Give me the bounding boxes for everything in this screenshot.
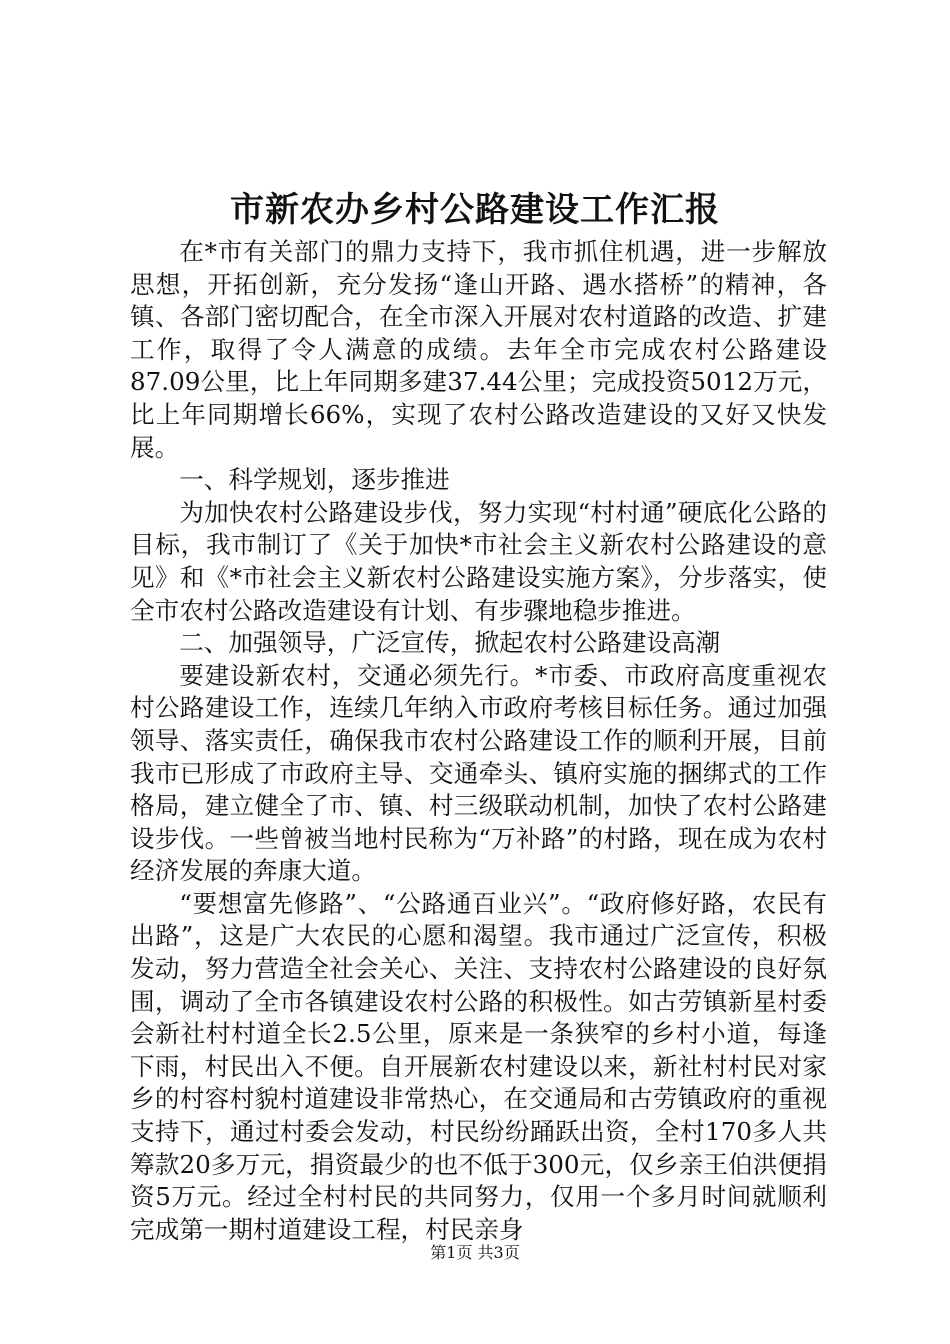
paragraph-leadership: 要建设新农村，交通必须先行。*市委、市政府高度重视农村公路建设工作，连续几年纳入市政府考核目标任务。通过加强领导、落实责任，确保我市农村公路建设工作的顺利开展，目前我市已形成了市政府主导、交通牵头、镇府实施的捆绑式的工作格局，建立健全了市、镇、村三级联动机制，加快了农村公路建设步伐。一些曾被当地村民称为“万补路”的村路，现在成为农村经济发展的奔康大道。: [130, 660, 827, 886]
paragraph-planning: 为加快农村公路建设步伐，努力实现“村村通”硬底化公路的目标，我市制订了《关于加快*市社会主义新农村公路建设的意见》和《*市社会主义新农村公路建设实施方案》，分步落实，使全市农村公路改造建设有计划、有步骤地稳步推进。: [130, 497, 827, 625]
paragraph-publicity: “要想富先修路”、“公路通百业兴”。“政府修好路，农民有出路”，这是广大农民的心愿和渴望。我市通过广泛宣传，积极发动，努力营造全社会关心、关注、支持农村公路建设的良好氛围，调动了全市各镇建设农村公路的积极性。如古劳镇新星村委会新社村村道全长2.5公里，原来是一条狭窄的乡村小道，每逢下雨，村民出入不便。自开展新农村建设以来，新社村村民对家乡的村容村貌村道建设非常热心，在交通局和古劳镇政府的重视支持下，通过村委会发动，村民纷纷踊跃出资，全村170多人共筹款20多万元，捐资最少的也不低于300元，仅乡亲王伯洪便捐资5万元。经过全村村民的共同努力，仅用一个多月时间就顺利完成第一期村道建设工程，村民亲身: [130, 888, 827, 1244]
section-heading-2: 二、加强领导，广泛宣传，掀起农村公路建设高潮: [179, 628, 721, 658]
section-heading-1: 一、科学规划，逐步推进: [179, 465, 450, 495]
page-number-footer: 第1页 共3页: [430, 1243, 520, 1262]
document-body: [130, 236, 827, 1246]
document-title: 市新农办乡村公路建设工作汇报: [230, 190, 720, 230]
paragraph-intro: 在*市有关部门的鼎力支持下，我市抓住机遇，进一步解放思想，开拓创新，充分发扬“逢山开路、遇水搭桥”的精神，各镇、各部门密切配合，在全市深入开展对农村道路的改造、扩建工作，取得了令人满意的成绩。去年全市完成农村公路建设87.09公里，比上年同期多建37.44公里；完成投资5012万元，比上年同期增长66%，实现了农村公路改造建设的又好又快发展。: [130, 237, 827, 462]
